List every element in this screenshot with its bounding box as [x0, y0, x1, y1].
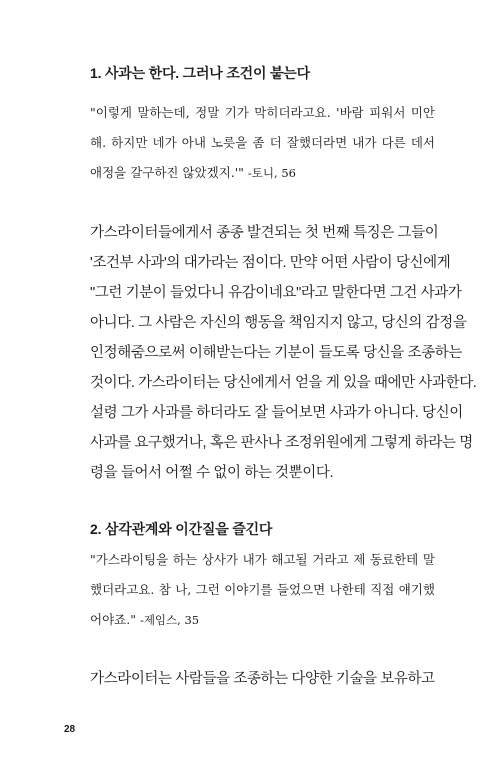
paragraph-line: '조건부 사과'의 대가라는 점이다. 만약 어떤 사람이 당신에게 [90, 255, 451, 271]
paragraph-line: 령을 들어서 어쩔 수 없이 하는 것뿐이다. [90, 465, 334, 481]
paragraph-line: 것이다. 가스라이터는 당신에게서 얻을 게 있을 때에만 사과한다. [90, 375, 477, 391]
quote-text: 애정을 갈구하진 않았겠지.'" [90, 165, 244, 180]
quote-line: 해. 하지만 네가 아내 노릇을 좀 더 잘했더라면 내가 다른 데서 [90, 135, 435, 150]
paragraph-line: 설령 그가 사과를 하더라도 잘 들어보면 사과가 아니다. 당신이 [90, 405, 463, 421]
quote-line: "이렇게 말하는데, 정말 기가 막히더라고요. '바람 피워서 미안 [90, 105, 435, 120]
paragraph-line: 사과를 요구했거나, 혹은 판사나 조정위원에게 그렇게 하라는 명 [90, 435, 473, 451]
page-number: 28 [64, 724, 76, 735]
section-heading-2: 2. 삼각관계와 이간질을 즐긴다 [90, 521, 273, 537]
quote-line-last [90, 605, 435, 635]
paragraph-line: 아니다. 그 사람은 자신의 행동을 책임지지 않고, 당신의 감정을 [90, 315, 467, 331]
quote-text: 어야죠." [90, 612, 136, 627]
body-paragraph-1 [90, 218, 477, 488]
quote-line: 했더라고요. 참 나, 그런 이야기를 들었으면 나한테 직접 얘기했 [90, 582, 435, 597]
quote-block-1 [90, 98, 435, 188]
quote-source: -토니, 56 [247, 166, 296, 180]
quote-line-last [90, 158, 435, 188]
section-heading-1: 1. 사과는 한다. 그러나 조건이 붙는다 [90, 65, 310, 81]
quote-block-2 [90, 545, 435, 635]
quote-line: "가스라이팅을 하는 상사가 내가 해고될 거라고 제 동료한테 말 [90, 552, 435, 567]
quote-source: -제임스, 35 [139, 613, 200, 627]
paragraph-line: 가스라이터들에게서 종종 발견되는 첫 번째 특징은 그들이 [90, 225, 439, 241]
paragraph-line: 인정해줌으로써 이해받는다는 기분이 들도록 당신을 조종하는 [90, 345, 462, 361]
body-paragraph-2 [90, 664, 435, 694]
paragraph-line: "그런 기분이 들었다니 유감이네요"라고 말한다면 그건 사과가 [90, 285, 462, 301]
paragraph-line: 가스라이터는 사람들을 조종하는 다양한 기술을 보유하고 [90, 671, 435, 687]
